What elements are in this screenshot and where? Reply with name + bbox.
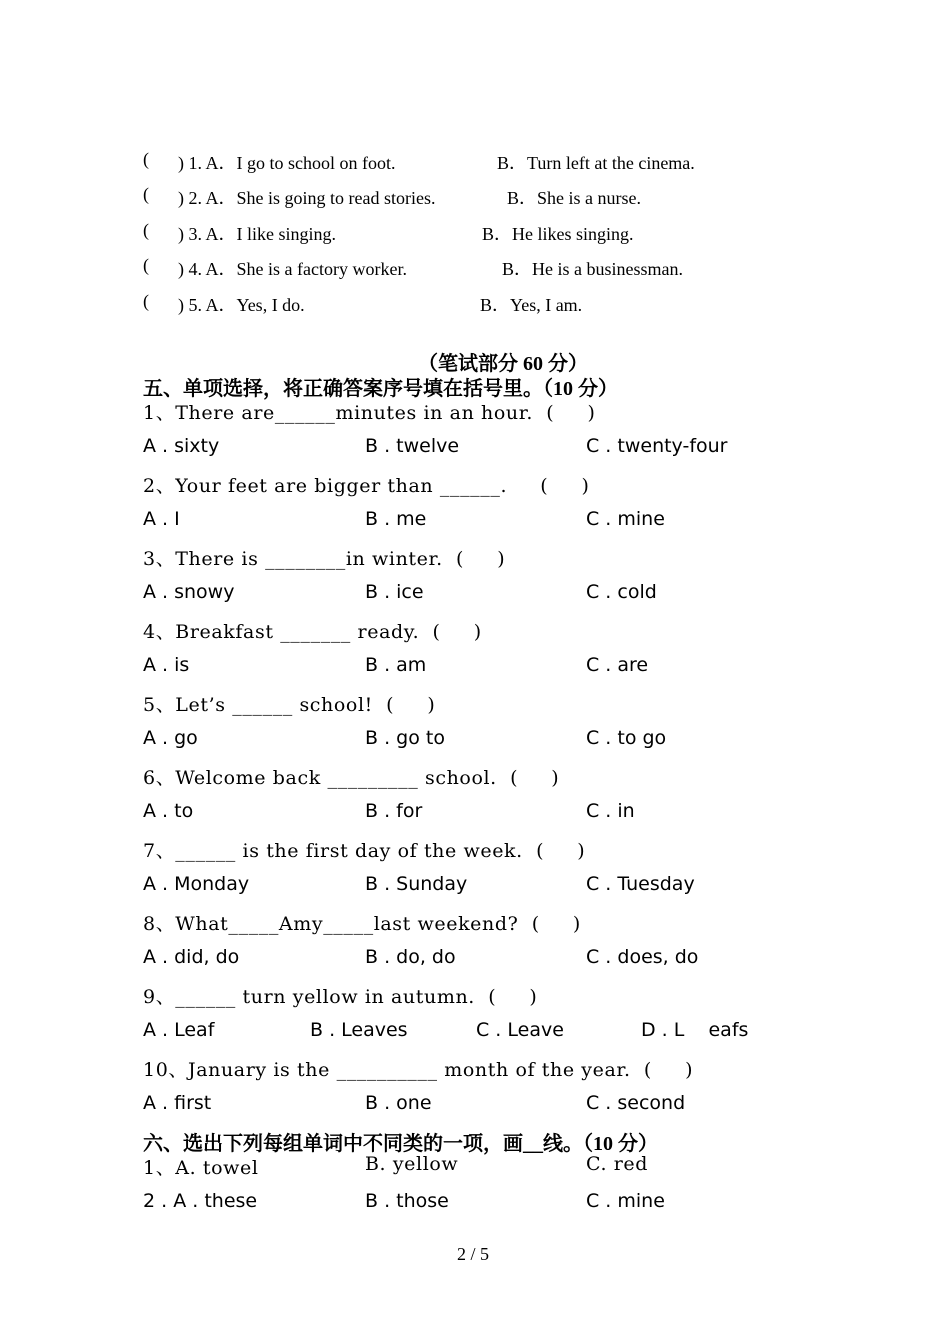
answer-paren: (: [143, 291, 149, 311]
option-a: A . is: [143, 654, 190, 676]
option-c: C . to go: [586, 727, 667, 749]
question-text: 3、There is ________in winter. ( ): [143, 548, 506, 570]
option-c: C . are: [586, 654, 649, 676]
written-part-title: （笔试部分 60 分）: [418, 353, 588, 375]
option-c: C . Leave: [476, 1019, 564, 1041]
option-b: B . twelve: [365, 435, 460, 457]
option-a: A . sixty: [143, 435, 220, 457]
option-a: A . to: [143, 800, 194, 822]
question-text: 10、January is the __________ month of the year. ( ): [143, 1059, 694, 1081]
listening-option-a: ) 4. A．She is a factory worker.: [178, 259, 407, 279]
option-b: B . Leaves: [310, 1019, 408, 1041]
section-5-title: 五、单项选择，将正确答案序号填在括号里。（10 分）: [143, 378, 618, 400]
option-b: B . one: [365, 1092, 432, 1114]
answer-paren: (: [143, 184, 149, 204]
option-a: A . did, do: [143, 946, 240, 968]
option-c: C . Tuesday: [586, 873, 695, 895]
option-a: A . Leaf: [143, 1019, 215, 1041]
listening-option-b: B．He likes singing.: [482, 224, 634, 244]
question-text: 1、There are______minutes in an hour. ( ): [143, 402, 596, 424]
answer-paren: (: [143, 255, 149, 275]
question-text: 5、Let’s ______ school! ( ): [143, 694, 436, 716]
option-d: D . L eafs: [641, 1019, 749, 1041]
option-b: B . me: [365, 508, 427, 530]
listening-option-b: B．She is a nurse.: [507, 188, 641, 208]
option-a: A . Monday: [143, 873, 250, 895]
question-text: 4、Breakfast _______ ready. ( ): [143, 621, 482, 643]
option-a: A . first: [143, 1092, 212, 1114]
option-a: A . snowy: [143, 581, 235, 603]
question-text: 2、Your feet are bigger than ______. ( ): [143, 475, 590, 497]
option-c: C . twenty-four: [586, 435, 728, 457]
section-6-title: 六、选出下列每组单词中不同类的一项，画__线。（10 分）: [143, 1133, 658, 1155]
option-c: C . mine: [586, 1190, 665, 1212]
option-b: B . for: [365, 800, 423, 822]
option-a: 1、A. towel: [143, 1157, 259, 1179]
option-b: B . Sunday: [365, 873, 468, 895]
option-c: C . does, do: [586, 946, 699, 968]
listening-option-a: ) 1. A．I go to school on foot.: [178, 153, 396, 173]
option-c: C . in: [586, 800, 635, 822]
option-b: B . go to: [365, 727, 445, 749]
listening-option-a: ) 3. A．I like singing.: [178, 224, 336, 244]
option-b: B . ice: [365, 581, 424, 603]
answer-paren: (: [143, 149, 149, 169]
option-c: C. red: [586, 1153, 649, 1175]
option-c: C . second: [586, 1092, 686, 1114]
question-text: 8、What_____Amy_____last weekend? ( ): [143, 913, 581, 935]
question-text: 7、______ is the first day of the week. ( ): [143, 840, 586, 862]
listening-option-b: B．Yes, I am.: [480, 295, 583, 315]
option-b: B. yellow: [365, 1153, 459, 1175]
listening-option-b: B．Turn left at the cinema.: [497, 153, 695, 173]
option-b: B . am: [365, 654, 427, 676]
option-b: B . those: [365, 1190, 449, 1212]
question-text: 6、Welcome back _________ school. ( ): [143, 767, 560, 789]
option-c: C . cold: [586, 581, 657, 603]
listening-option-b: B．He is a businessman.: [502, 259, 683, 279]
question-text: 9、______ turn yellow in autumn. ( ): [143, 986, 538, 1008]
option-c: C . mine: [586, 508, 665, 530]
option-a: A . I: [143, 508, 180, 530]
listening-option-a: ) 2. A．She is going to read stories.: [178, 188, 436, 208]
answer-paren: (: [143, 220, 149, 240]
listening-option-a: ) 5. A．Yes, I do.: [178, 295, 305, 315]
option-b: B . do, do: [365, 946, 456, 968]
page-number: 2 / 5: [457, 1244, 490, 1264]
option-a: 2 . A . these: [143, 1190, 258, 1212]
option-a: A . go: [143, 727, 198, 749]
